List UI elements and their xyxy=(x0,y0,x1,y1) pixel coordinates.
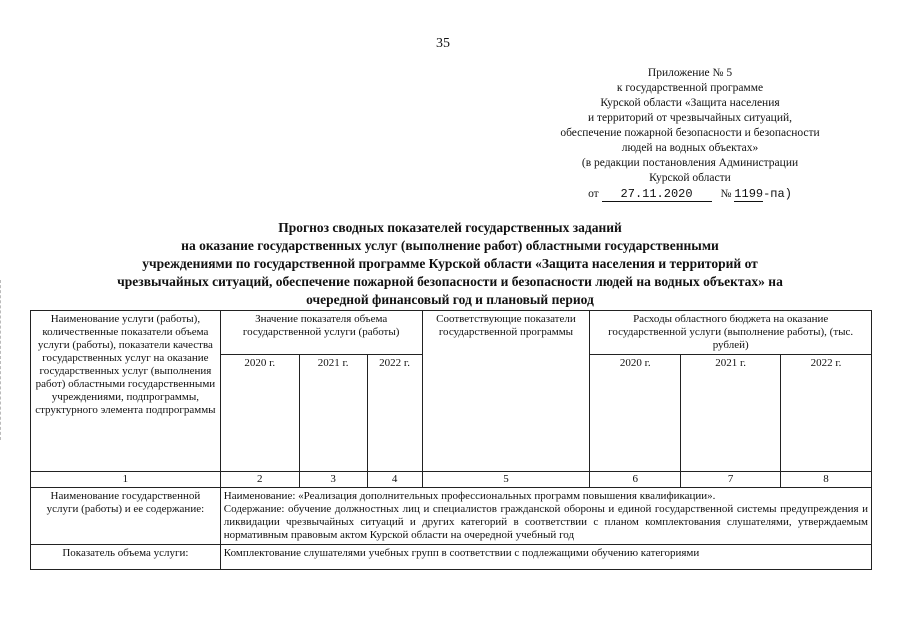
service-name-label: Наименование государственной услуги (работы) и ее содержание: xyxy=(31,488,221,545)
volume-indicator-label: Показатель объема услуги: xyxy=(31,545,221,570)
volume-indicator-row xyxy=(31,545,872,570)
title-line: Прогноз сводных показателей государственных заданий xyxy=(278,220,622,235)
column-number: 3 xyxy=(299,472,367,488)
scan-edge-mark xyxy=(0,280,2,440)
column-number: 7 xyxy=(681,472,781,488)
appendix-line: людей на водных объектах» xyxy=(621,142,759,154)
year-cell: 2020 г. xyxy=(590,355,681,472)
decree-date: 27.11.2020 xyxy=(602,188,712,202)
service-name-row xyxy=(31,488,872,545)
service-description xyxy=(220,488,871,545)
column-numbers-row xyxy=(31,472,872,488)
year-cell: 2021 г. xyxy=(681,355,781,472)
column-number: 1 xyxy=(31,472,221,488)
service-name: Наименование: «Реализация дополнительных профессиональных программ повышения квалификации». xyxy=(223,490,716,502)
year-cell: 2022 г. xyxy=(781,355,872,472)
appendix-block xyxy=(480,66,900,202)
program-indicators-header: Соответствующие показатели государственной программы xyxy=(422,311,590,472)
from-label: от xyxy=(588,188,599,200)
title-line: чрезвычайных ситуаций, обеспечение пожарной безопасности и безопасности людей на водных объектах» на xyxy=(117,274,783,289)
title-line: очередной финансовый год и плановый период xyxy=(306,292,594,307)
appendix-line: Курской области xyxy=(649,172,731,184)
column-number: 5 xyxy=(422,472,590,488)
column-number: 4 xyxy=(367,472,422,488)
decree-number: 1199 xyxy=(734,187,764,201)
year-cell: 2021 г. xyxy=(299,355,367,472)
appendix-line: Курской области «Защита населения xyxy=(600,97,780,109)
appendix-line: обеспечение пожарной безопасности и безопасности xyxy=(560,127,820,139)
column-number: 6 xyxy=(590,472,681,488)
appendix-date-line xyxy=(480,187,900,202)
col1-header: Наименование услуги (работы), количественные показатели объема услуги (работы), показатели качества государственных услуг на оказание государственных услуг (выполнения работ) областными государственными учреждениями, подпрограммы, структурного элемента подпрограммы xyxy=(31,311,221,472)
title-line: учреждениями по государственной программе Курской области «Защита населения и территорий от xyxy=(142,256,758,271)
decree-suffix: -па) xyxy=(763,187,792,201)
header-row xyxy=(31,311,872,355)
column-number: 8 xyxy=(781,472,872,488)
service-content: Содержание: обучение должностных лиц и специалистов гражданской обороны и единой государственной системы предупреждения и ликвидации чрезвычайных ситуаций и других категорий в соответствии с планом комплектования слушателями, утверждаемым нормативным правовым актом Курской области на очередной учебный год xyxy=(223,503,868,541)
forecast-table xyxy=(30,310,872,570)
page-number: 35 xyxy=(436,36,450,51)
appendix-line: (в редакции постановления Администрации xyxy=(581,157,799,169)
title-line: на оказание государственных услуг (выполнение работ) областными государственными xyxy=(181,238,719,253)
year-cell: 2022 г. xyxy=(367,355,422,472)
volume-indicator-value: Комплектование слушателями учебных групп в соответствии с подлежащими обучению категориями xyxy=(220,545,871,570)
number-label: № xyxy=(720,188,732,200)
year-cell: 2020 г. xyxy=(220,355,299,472)
appendix-line: к государственной программе xyxy=(616,82,764,94)
document-title xyxy=(40,219,860,309)
appendix-line: Приложение № 5 xyxy=(647,67,733,79)
volume-group-header: Значение показателя объема государственной услуги (работы) xyxy=(220,311,422,355)
appendix-line: и территорий от чрезвычайных ситуаций, xyxy=(587,112,793,124)
expenses-group-header: Расходы областного бюджета на оказание государственной услуги (выполнение работы), (тыс. рублей) xyxy=(590,311,872,355)
column-number: 2 xyxy=(220,472,299,488)
